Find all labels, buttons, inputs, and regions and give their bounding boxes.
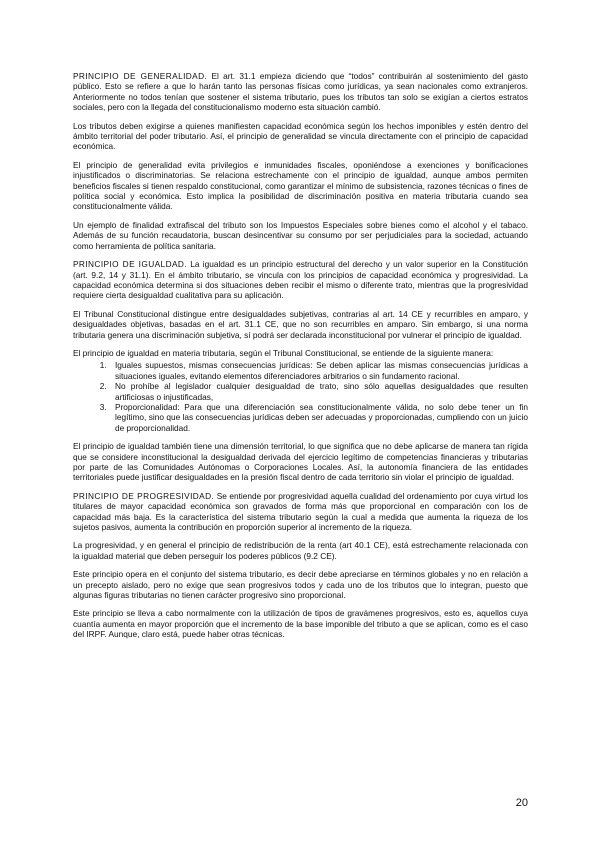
paragraph-text: La igualdad es un principio estructural del derecho y un valor superior en la Constitución (art. 9.2, 14 y 31.1). En el ámbito tributario, se vincula con los principios de capacidad económica y progresividad. La capacidad económica determina si dos situaciones deben recibir el mismo o diferente trato, mientras que la progresividad requiere cierta desigualdad cualitativa para su aplicación. [73,259,528,301]
list-item: 2. No prohíbe al legislador cualquier desigualdad de trato, sino sólo aquellas desigualdades que resulten artificiosas o injustificadas, [109,381,528,402]
paragraph-progresividad-2: La progresividad, y en general el principio de redistribución de la renta (art 40.1 CE), está estrechamente relacionada con la igualdad material que deben perseguir los poderes públicos (9.2 CE). [73,540,528,561]
list-item: 3. Proporcionalidad: Para que una diferenciación sea constitucionalmente válida, no solo debe tener un fin legítimo, sino que las consecuencias jurídicas deben ser adecuadas y proporcionadas, cumpliendo con un juicio de proporcionalidad. [109,402,528,433]
heading-igualdad: PRINCIPIO DE IGUALDAD. [73,259,187,270]
paragraph-progresividad-3: Este principio opera en el conjunto del sistema tributario, es decir debe apreciarse en términos globales y no en relación a un precepto aislado, pero no exige que sean progresivos todos y cada uno de los tributos que lo integran, puesto que algunas figuras tributarias no tienen carácter progresivo sino proporcional. [73,569,528,601]
paragraph-igualdad-3: El principio de igualdad en materia tributaria, según el Tribunal Constitucional, se entiende de la siguiente manera: [73,347,494,358]
paragraph-generalidad-2: Los tributos deben exigirse a quienes manifiesten capacidad económica según los hechos imponibles y estén dentro del ámbito territorial del poder tributario. Así, el principio de generalidad se vincula directamente con el principio de capacidad económica. [73,120,528,152]
page-number: 20 [515,797,528,809]
heading-progresividad: PRINCIPIO DE PROGRESIVIDAD. [73,490,215,501]
igualdad-list [73,360,528,433]
paragraph-generalidad-4: Un ejemplo de finalidad extrafiscal del tributo son los Impuestos Especiales sobre bienes como el alcohol y el tabaco. Además de su función recaudatoria, buscan desincentivar su consumo por ser perjudiciales para la sociedad, actuando como herramienta de política sanitaria. [73,219,528,251]
paragraph-igualdad-2: El Tribunal Constitucional distingue entre desigualdades subjetivas, contrarias al art. 14 CE y recurribles en amparo, y desigualdades objetivas, basadas en el art. 31.1 CE, que no son recurribles en amparo. Sin embargo, si una norma tributaria genera una discriminación subjetiva, sí podrá ser declarada inconstitucional por vulnerar el principio de igualdad. [73,308,528,340]
heading-generalidad: PRINCIPIO DE GENERALIDAD. [73,71,208,81]
paragraph-generalidad-3: El principio de generalidad evita privilegios e inmunidades fiscales, oponiéndose a exenciones y bonificaciones injustificados o discriminatorias. Se relaciona estrechamente con el principio de igualdad, aunque ambos permiten beneficios fiscales si tienen respaldo constitucional, como garantizar el mínimo de subsistencia, razones técnicas o fines de política social y económica. Esto implica la posibilidad de discriminación positiva en materia tributaria cuando sea constitucionalmente válida. [73,159,528,212]
paragraph-generalidad-intro [73,71,528,113]
paragraph-text: El art. 31.1 empieza diciendo que “todos” contribuirán al sostenimiento del gasto público. Esto se refiere a que lo harán tanto las personas físicas como jurídicas, ya sean nacionales como extranjeros. Anteriormente no todos tenían que sostener el sistema tributario, pues los tributos tan solo se exigían a ciertos estratos sociales, pero con la llegada del constitucionalismo moderno esta situación cambió. [73,71,528,113]
paragraph-progresividad-4: Este principio se lleva a cabo normalmente con la utilización de tipos de gravámenes progresivos, esto es, aquellos cuya cuantía aumenta en mayor proporción que el incremento de la base imponible del tributo a que se aplican, como es el caso del IRPF. Aunque, claro está, puede haber otras técnicas. [73,608,528,640]
paragraph-progresividad-intro [73,491,528,533]
list-item: 1. Iguales supuestos, mismas consecuencias jurídicas: Se deben aplicar las mismas consecuencias jurídicas a situaciones iguales, evitando elementos diferenciadores arbitrarios o sin fundamento racional. [109,360,528,381]
paragraph-igualdad-4: El principio de igualdad también tiene una dimensión territorial, lo que significa que no debe aplicarse de manera tan rígida que se considere inconstitucional la desigualdad derivada del ejercicio legítimo de competencias financieras y tributarias por parte de las Comunidades Autónomas o Corporaciones Locales. Así, la autonomía financiera de las entidades territoriales puede justificar desigualdades en la presión fiscal dentro de cada territorio sin violar el principio de igualdad. [73,441,528,483]
paragraph-igualdad-intro [73,259,528,301]
paragraph-text: Se entiende por progresividad aquella cualidad del ordenamiento por cuya virtud los titulares de mayor capacidad económica son gravados de forma más que proporcional en comparación con los de capacidad más baja. Es la característica del sistema tributario según la cual a medida que aumenta la riqueza de los sujetos pasivos, aumenta la contribución en proporción superior al incremento de la riqueza. [73,490,528,533]
